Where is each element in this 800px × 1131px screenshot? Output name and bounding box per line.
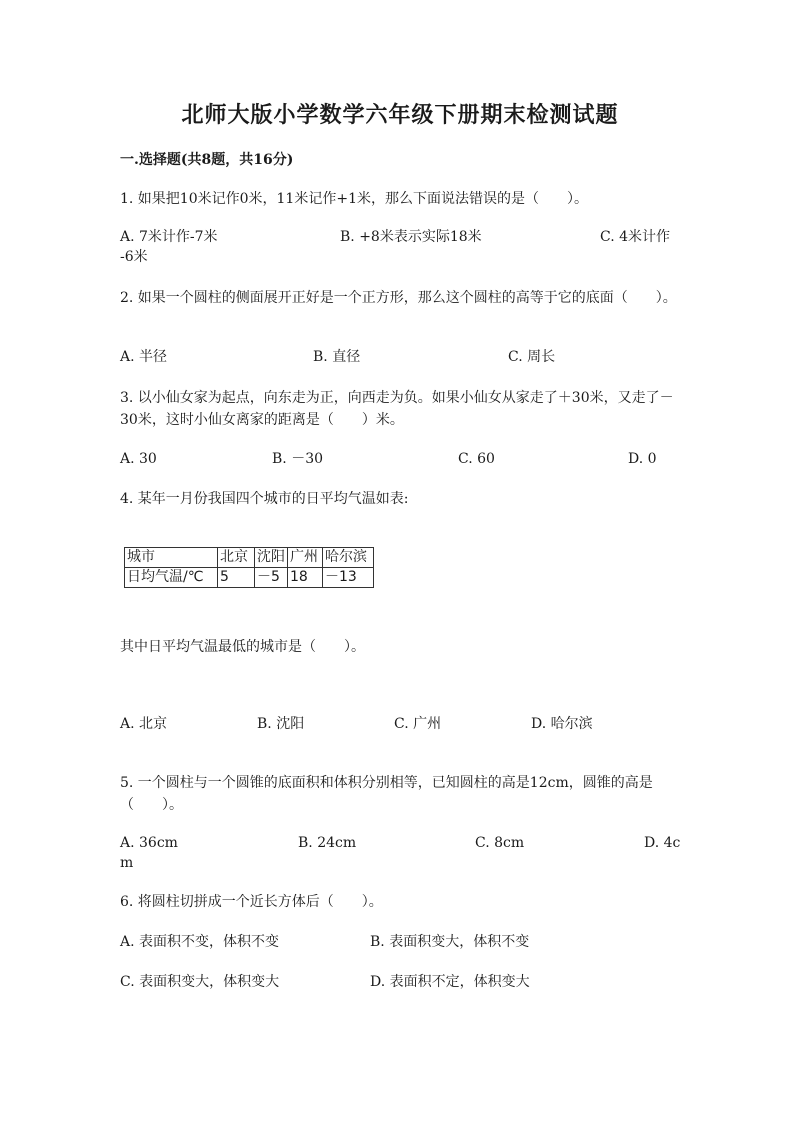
q1-option-b[interactable]: B. +8米表示实际18米 (340, 229, 482, 245)
page-title: 北师大版小学数学六年级下册期末检测试题 (181, 102, 619, 128)
q5-option-d[interactable]: D. 4c (644, 835, 681, 851)
q6-option-d[interactable]: D. 表面积不定，体积变大 (370, 974, 530, 990)
q1-option-c-wrap: -6米 (120, 249, 148, 265)
table-cell: 城市 (125, 548, 218, 568)
q5-option-d-wrap: m (120, 855, 134, 871)
q5-option-b[interactable]: B. 24cm (298, 835, 357, 851)
question-6: 6. 将圆柱切拼成一个近长方体后（ ）。 (120, 894, 383, 910)
table-cell: 18 (288, 568, 323, 588)
table-cell: 5 (218, 568, 255, 588)
question-2: 2. 如果一个圆柱的侧面展开正好是一个正方形，那么这个圆柱的高等于它的底面（ ）。 (120, 290, 677, 306)
question-1: 1. 如果把10米记作0米，11米记作+1米，那么下面说法错误的是（ ）。 (120, 191, 588, 207)
q2-option-b[interactable]: B. 直径 (313, 349, 361, 365)
q6-option-a[interactable]: A. 表面积不变，体积不变 (120, 934, 280, 950)
q4-option-a[interactable]: A. 北京 (120, 716, 168, 732)
table-row (125, 548, 374, 568)
question-4-followup: 其中日平均气温最低的城市是（ ）。 (120, 639, 365, 655)
q6-option-b[interactable]: B. 表面积变大，体积不变 (370, 934, 530, 950)
q4-option-d[interactable]: D. 哈尔滨 (531, 716, 593, 732)
table-cell: －13 (323, 568, 374, 588)
table-cell: 北京 (218, 548, 255, 568)
q3-option-a[interactable]: A. 30 (120, 451, 157, 467)
table-cell: 哈尔滨 (323, 548, 374, 568)
q4-option-b[interactable]: B. 沈阳 (257, 716, 305, 732)
q6-option-c[interactable]: C. 表面积变大，体积变大 (120, 974, 280, 990)
temperature-table (124, 547, 374, 588)
question-3: 3. 以小仙女家为起点，向东走为正，向西走为负。如果小仙女从家走了＋30米，又走了－30米，这时小仙女离家的距离是（ ）米。 (120, 390, 674, 428)
q3-option-b[interactable]: B. －30 (272, 451, 324, 467)
q1-option-c[interactable]: C. 4米计作 (600, 229, 671, 245)
question-5: 5. 一个圆柱与一个圆锥的底面积和体积分别相等，已知圆柱的高是12cm，圆锥的高是（ ）。 (120, 775, 653, 813)
q2-option-c[interactable]: C. 周长 (508, 349, 556, 365)
q3-option-c[interactable]: C. 60 (458, 451, 495, 467)
table-cell: 广州 (288, 548, 323, 568)
table-cell: －5 (255, 568, 288, 588)
q5-option-c[interactable]: C. 8cm (475, 835, 525, 851)
table-cell: 沈阳 (255, 548, 288, 568)
q3-option-d[interactable]: D. 0 (628, 451, 657, 467)
section-heading: 一.选择题(共8题，共16分) (120, 152, 294, 168)
q2-option-a[interactable]: A. 半径 (120, 349, 168, 365)
q4-option-c[interactable]: C. 广州 (394, 716, 442, 732)
q5-option-a[interactable]: A. 36cm (120, 835, 178, 851)
q1-option-a[interactable]: A. 7米计作-7米 (120, 229, 218, 245)
question-4: 4. 某年一月份我国四个城市的日平均气温如表: (120, 491, 409, 507)
table-cell: 日均气温/℃ (125, 568, 218, 588)
table-row (125, 568, 374, 588)
